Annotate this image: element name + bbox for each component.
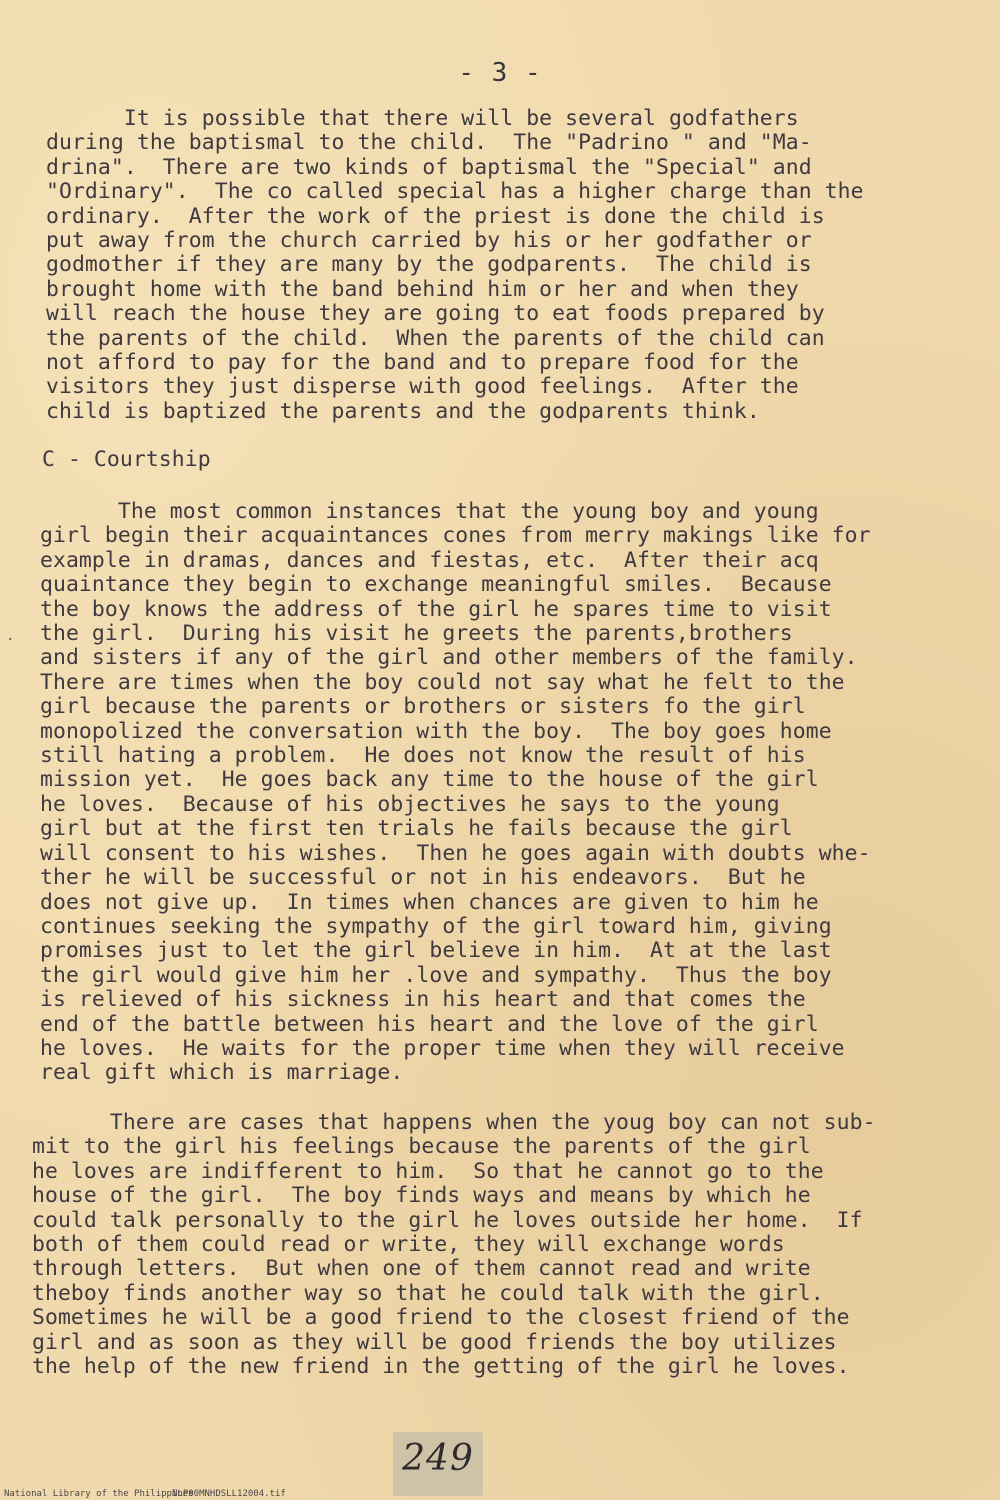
text-line: the girl would give him her .love and sympathy. Thus the boy bbox=[40, 962, 832, 988]
text-line: girl begin their acquaintances cones from merry makings like for bbox=[40, 523, 871, 549]
text-line: the girl. During his visit he greets the parents,brothers bbox=[40, 621, 793, 647]
text-line: will reach the house they are going to eat foods prepared by bbox=[46, 301, 825, 327]
text-line: There are cases that happens when the youg boy can not sub- bbox=[32, 1110, 876, 1135]
text-line: will consent to his wishes. Then he goes again with doubts whe- bbox=[40, 840, 871, 866]
text-line: through letters. But when one of them cannot read and write bbox=[32, 1256, 811, 1282]
text-line: The most common instances that the young boy and young bbox=[40, 499, 819, 524]
text-line: continues seeking the sympathy of the girl toward him, giving bbox=[40, 913, 832, 939]
text-line: real gift which is marriage. bbox=[40, 1060, 404, 1086]
text-line: is relieved of his sickness in his heart and that comes the bbox=[40, 987, 806, 1013]
text-line: does not give up. In times when chances are given to him he bbox=[40, 889, 819, 915]
text-line: monopolized the conversation with the boy. The boy goes home bbox=[40, 718, 832, 744]
text-line: "Ordinary". The co called special has a higher charge than the bbox=[46, 179, 864, 205]
footer-filename: NLP00MNHDSLL12004.tif bbox=[172, 1489, 286, 1499]
text-line: the parents of the child. When the parents of the child can bbox=[46, 325, 825, 351]
text-line: Sometimes he will be a good friend to the closest friend of the bbox=[32, 1305, 850, 1331]
text-line: There are times when the boy could not say what he felt to the bbox=[40, 669, 845, 695]
text-line: house of the girl. The boy finds ways and means by which he bbox=[32, 1183, 811, 1209]
text-line: girl because the parents or brothers or sisters fo the girl bbox=[40, 694, 806, 720]
text-line: girl but at the first ten trials he fails because the girl bbox=[40, 816, 793, 842]
text-line: It is possible that there will be several godfathers bbox=[46, 106, 799, 131]
text-line: ther he will be successful or not in his endeavors. But he bbox=[40, 865, 806, 891]
text-line: end of the battle between his heart and the love of the girl bbox=[40, 1011, 819, 1037]
footer-library-name: National Library of the Philippines bbox=[4, 1489, 194, 1499]
handwritten-page-number: 249 bbox=[402, 1438, 474, 1479]
text-line: visitors they just disperse with good feelings. After the bbox=[46, 374, 799, 400]
text-line: put away from the church carried by his or her godfather or bbox=[46, 228, 812, 254]
text-line: he loves are indifferent to him. So that he cannot go to the bbox=[32, 1158, 824, 1184]
text-line: not afford to pay for the band and to prepare food for the bbox=[46, 350, 799, 376]
text-line: promises just to let the girl believe in him. At at the last bbox=[40, 938, 832, 964]
text-line: brought home with the band behind him or her and when they bbox=[46, 276, 799, 302]
text-line: still hating a problem. He does not know the result of his bbox=[40, 743, 806, 769]
text-line: quaintance they begin to exchange meaningful smiles. Because bbox=[40, 572, 832, 598]
text-line: mission yet. He goes back any time to the house of the girl bbox=[40, 767, 819, 793]
text-line: example in dramas, dances and fiestas, etc. After their acq bbox=[40, 547, 819, 573]
paragraph-baptism bbox=[46, 107, 864, 424]
text-line: the help of the new friend in the getting of the girl he loves. bbox=[32, 1354, 850, 1380]
text-line: theboy finds another way so that he could talk with the girl. bbox=[32, 1280, 824, 1306]
section-heading-courtship: C - Courtship bbox=[42, 447, 211, 472]
text-line: and sisters if any of the girl and other members of the family. bbox=[40, 645, 858, 671]
paragraph-courtship-cases bbox=[32, 1111, 876, 1379]
text-line: girl and as soon as they will be good friends the boy utilizes bbox=[32, 1329, 837, 1355]
text-line: child is baptized the parents and the godparents think. bbox=[46, 398, 760, 424]
text-line: ordinary. After the work of the priest is done the child is bbox=[46, 203, 825, 229]
text-line: during the baptismal to the child. The "Padrino " and "Ma- bbox=[46, 130, 812, 156]
text-line: he loves. He waits for the proper time when they will receive bbox=[40, 1035, 845, 1061]
text-line: he loves. Because of his objectives he says to the young bbox=[40, 791, 780, 817]
text-line: could talk personally to the girl he loves outside her home. If bbox=[32, 1207, 863, 1233]
text-line: mit to the girl his feelings because the parents of the girl bbox=[32, 1134, 811, 1160]
text-line: both of them could read or write, they will exchange words bbox=[32, 1232, 785, 1258]
page-number: - 3 - bbox=[458, 58, 542, 88]
margin-mark: · bbox=[6, 632, 15, 648]
text-line: the boy knows the address of the girl he spares time to visit bbox=[40, 596, 832, 622]
text-line: godmother if they are many by the godparents. The child is bbox=[46, 252, 812, 278]
text-line: drina". There are two kinds of baptismal the "Special" and bbox=[46, 154, 812, 180]
paragraph-courtship bbox=[40, 500, 871, 1086]
